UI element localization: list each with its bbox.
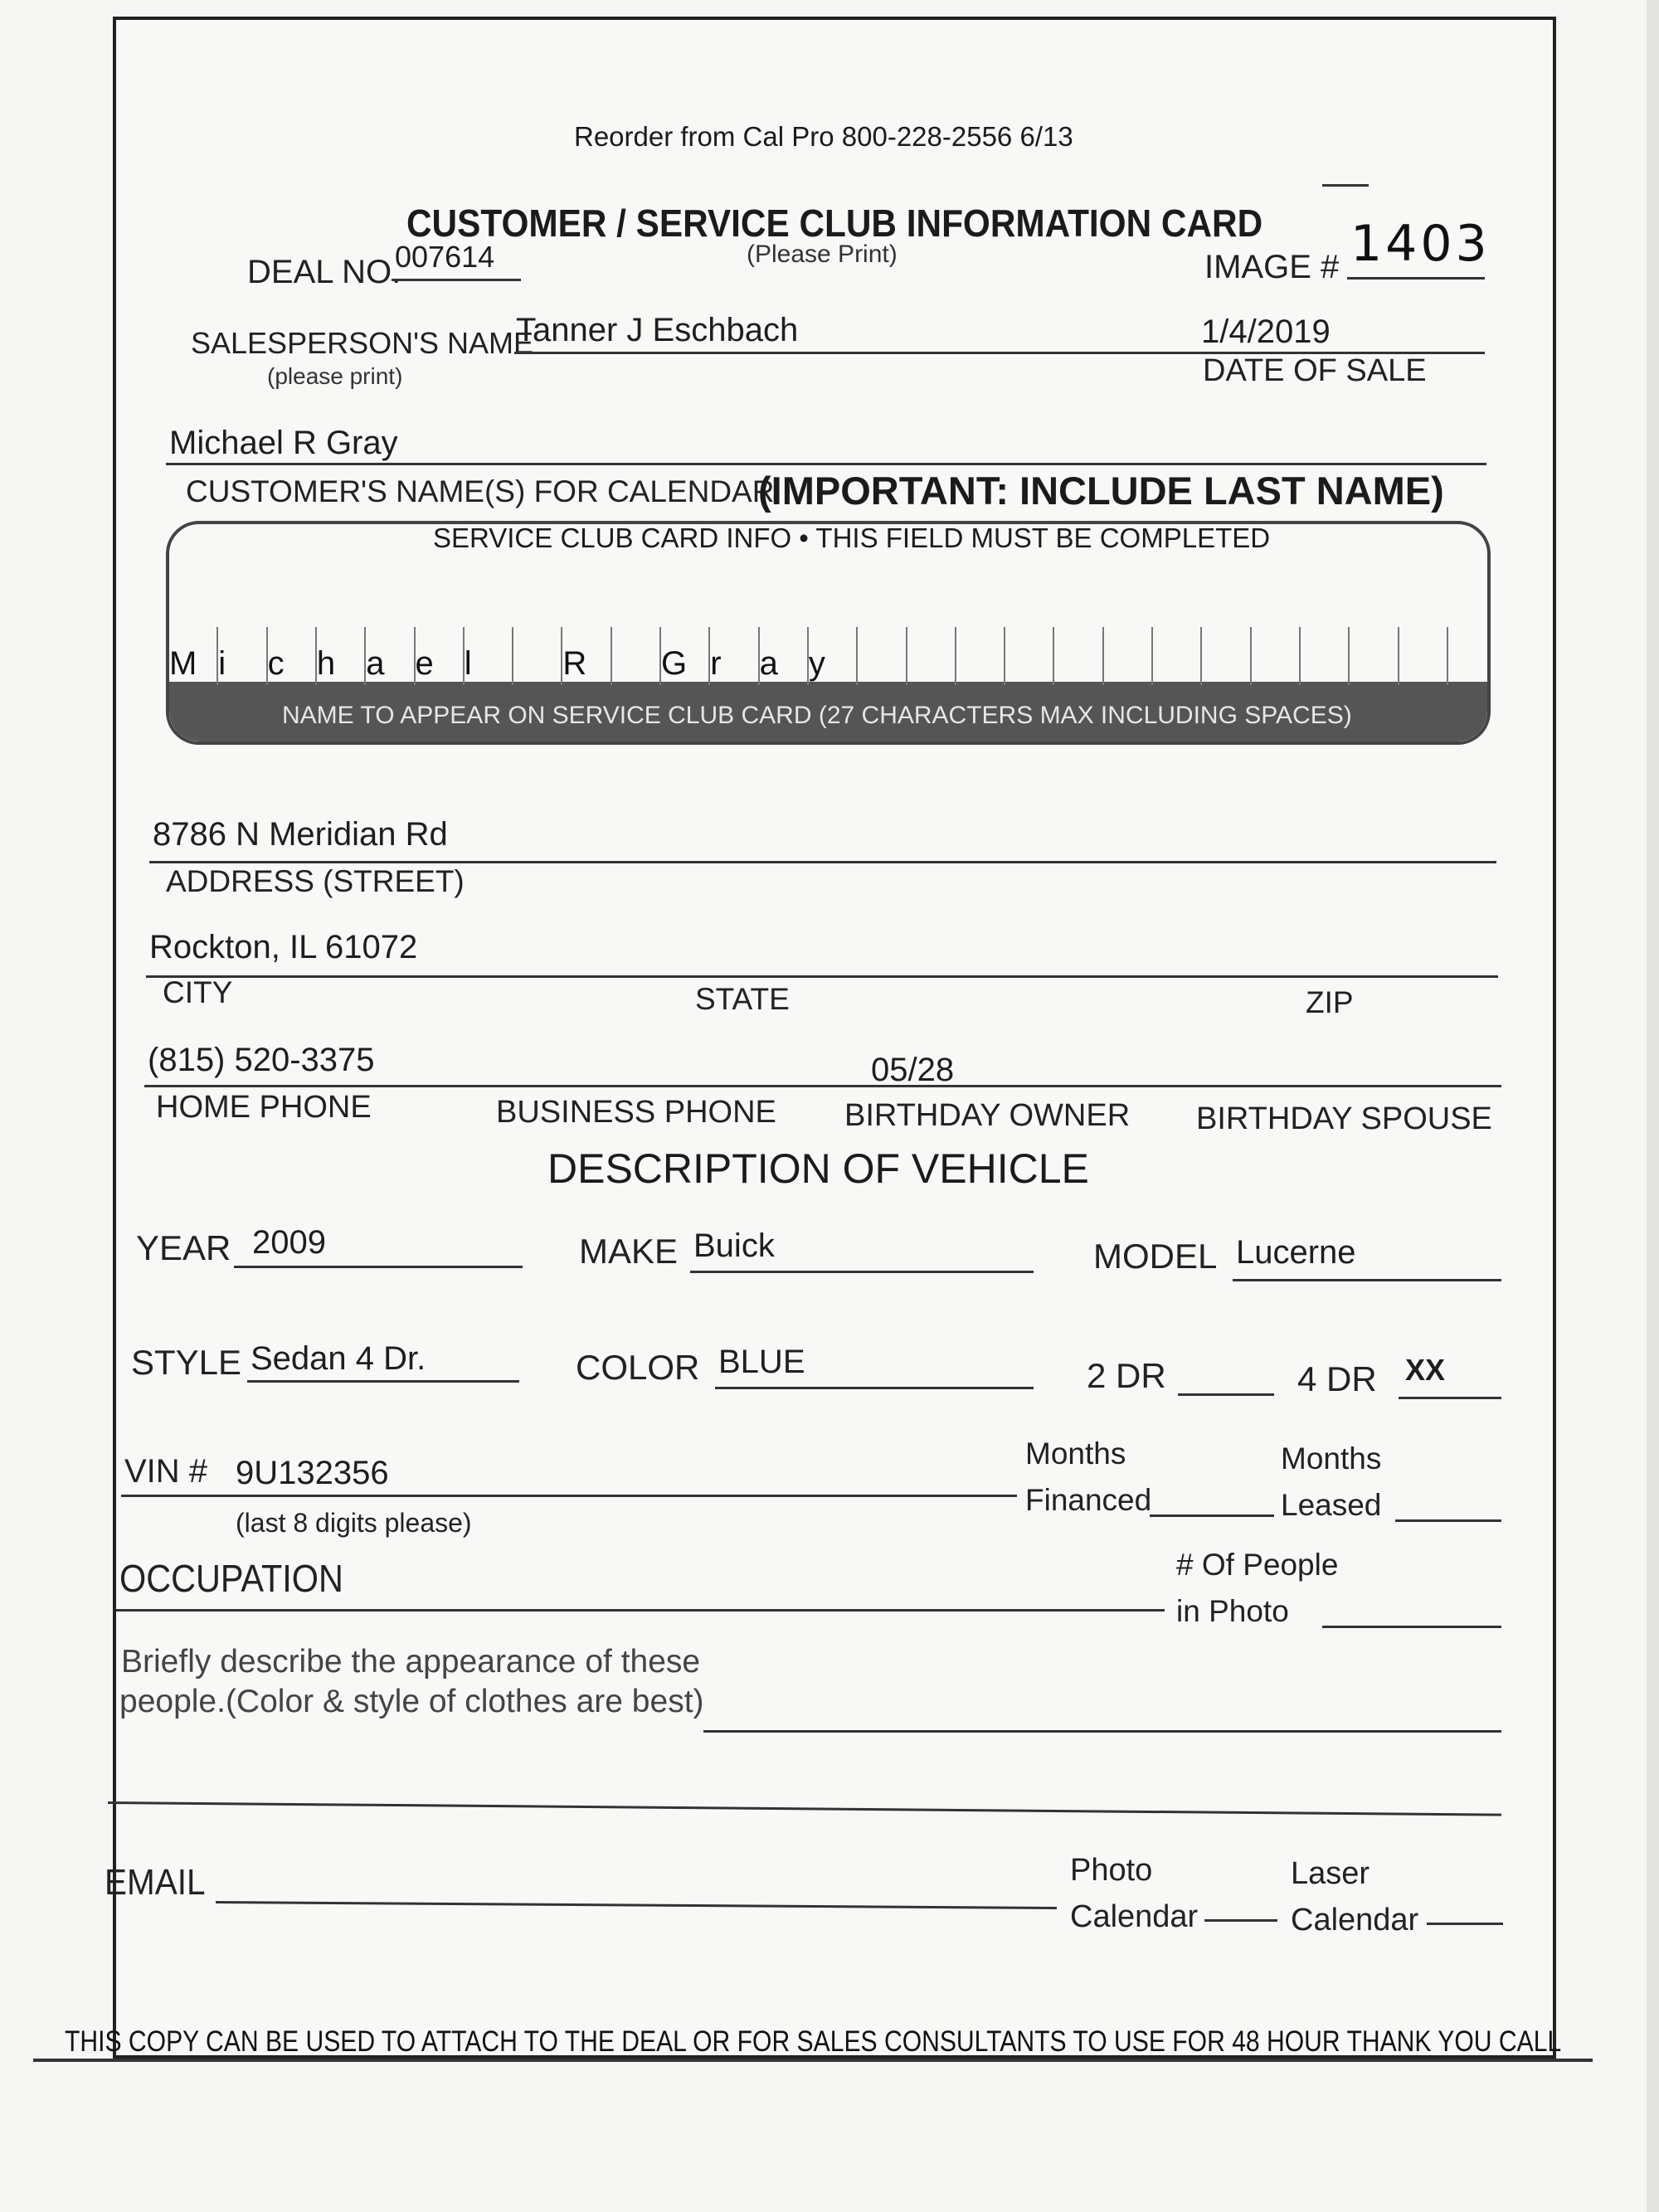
- service-club-character: G: [661, 645, 688, 682]
- model-label: MODEL: [1093, 1237, 1218, 1276]
- birthday-spouse-label: BIRTHDAY SPOUSE: [1196, 1101, 1492, 1136]
- character-slot-divider: [955, 627, 956, 685]
- color-label: COLOR: [576, 1348, 700, 1387]
- address-label: ADDRESS (STREET): [166, 864, 465, 898]
- color-line: [715, 1387, 1034, 1389]
- four-dr-line: [1399, 1397, 1501, 1399]
- character-slot-divider: [1447, 627, 1448, 685]
- service-club-header: SERVICE CLUB CARD INFO • THIS FIELD MUST BE COMPLETED: [433, 523, 1271, 553]
- laser-calendar-line: [1427, 1923, 1503, 1925]
- character-slot-divider: [611, 627, 612, 685]
- business-phone-label: BUSINESS PHONE: [496, 1095, 776, 1130]
- salesperson-sublabel: (please print): [267, 363, 403, 389]
- service-club-character: R: [562, 645, 587, 682]
- service-club-character: e: [415, 645, 434, 682]
- footer-rule: [33, 2059, 1593, 2062]
- date-of-sale-label: DATE OF SALE: [1203, 353, 1427, 388]
- make-line: [690, 1271, 1034, 1273]
- customer-name-value: Michael R Gray: [169, 425, 398, 461]
- deal-no-line: [392, 279, 521, 281]
- service-club-character: i: [218, 645, 226, 682]
- phone-line: [144, 1085, 1501, 1087]
- model-value: Lucerne: [1236, 1234, 1356, 1271]
- character-slot-divider: [1102, 627, 1104, 685]
- footer-note: THIS COPY CAN BE USED TO ATTACH TO THE DEAL OR FOR SALES CONSULTANTS TO USE FOR 48 HOUR THANK YOU CALL: [65, 2025, 1562, 2058]
- months-leased-line2: Leased: [1281, 1488, 1382, 1522]
- character-slot-divider: [1348, 627, 1350, 685]
- character-slot-divider: [512, 627, 513, 685]
- character-slot-divider: [1053, 627, 1054, 685]
- occupation-label: OCCUPATION: [119, 1557, 343, 1600]
- address-line: [149, 861, 1496, 863]
- important-note: (IMPORTANT: INCLUDE LAST NAME): [758, 469, 1444, 513]
- customer-name-label: CUSTOMER'S NAME(S) FOR CALENDAR: [186, 474, 775, 508]
- state-label: STATE: [695, 982, 790, 1016]
- vin-note: (last 8 digits please): [236, 1508, 472, 1538]
- months-financed-line2: Financed: [1025, 1483, 1152, 1517]
- birthday-owner-label: BIRTHDAY OWNER: [844, 1098, 1131, 1133]
- home-phone-value: (815) 520-3375: [148, 1042, 375, 1078]
- people-in-photo-line: [1322, 1626, 1501, 1628]
- two-dr-line: [1178, 1393, 1274, 1396]
- describe-line1: Briefly describe the appearance of these: [121, 1644, 701, 1680]
- city-label: CITY: [163, 975, 233, 1009]
- short-rule: [1322, 184, 1369, 187]
- occupation-line: [116, 1609, 1165, 1612]
- information-card: [113, 17, 1556, 2059]
- service-club-character: M: [169, 645, 197, 682]
- date-of-sale-value: 1/4/2019: [1201, 314, 1331, 350]
- vin-label: VIN #: [124, 1453, 208, 1490]
- city-value: Rockton, IL 61072: [149, 929, 418, 965]
- color-value: BLUE: [718, 1344, 805, 1380]
- describe-line: [703, 1730, 1501, 1733]
- character-slot-divider: [856, 627, 858, 685]
- customer-name-line: [166, 463, 1486, 465]
- describe-line2: people.(Color & style of clothes are best): [119, 1684, 704, 1719]
- character-slot-divider: [1299, 627, 1301, 685]
- service-club-character: a: [759, 645, 778, 682]
- address-value: 8786 N Meridian Rd: [153, 816, 448, 853]
- character-slot-divider: [1200, 627, 1202, 685]
- service-club-character: h: [316, 645, 336, 682]
- email-label: EMAIL: [105, 1862, 206, 1903]
- vin-value: 9U132356: [236, 1455, 389, 1491]
- please-print-note: (Please Print): [747, 241, 898, 268]
- make-value: Buick: [693, 1228, 775, 1264]
- deal-no-label: DEAL NO.: [247, 254, 401, 290]
- city-line: [146, 975, 1498, 978]
- months-financed-line: [1150, 1514, 1274, 1517]
- character-slot-divider: [906, 627, 907, 685]
- year-line: [234, 1266, 523, 1268]
- vin-line: [121, 1495, 1017, 1497]
- birthday-owner-value: 05/28: [871, 1052, 955, 1088]
- year-value: 2009: [252, 1224, 326, 1261]
- photo-calendar-line1: Photo: [1070, 1853, 1153, 1888]
- style-line: [247, 1380, 519, 1383]
- style-label: STYLE: [131, 1343, 242, 1382]
- months-leased-line: [1395, 1519, 1501, 1522]
- people-in-photo-line2: in Photo: [1176, 1594, 1289, 1628]
- service-club-character: c: [267, 645, 285, 682]
- model-line: [1233, 1279, 1501, 1281]
- home-phone-label: HOME PHONE: [156, 1090, 372, 1125]
- vehicle-heading: DESCRIPTION OF VEHICLE: [547, 1145, 1089, 1192]
- image-no-handwritten: 1403: [1350, 215, 1491, 273]
- character-slot-divider: [1398, 627, 1399, 685]
- months-financed-line1: Months: [1025, 1437, 1126, 1471]
- salesperson-value: Tanner J Eschbach: [516, 312, 799, 348]
- make-label: MAKE: [579, 1232, 679, 1271]
- form-title: CUSTOMER / SERVICE CLUB INFORMATION CARD: [406, 202, 1263, 245]
- service-club-character: r: [710, 645, 722, 682]
- months-leased-line1: Months: [1281, 1441, 1382, 1475]
- two-dr-label: 2 DR: [1087, 1356, 1166, 1395]
- zip-label: ZIP: [1306, 985, 1354, 1019]
- style-value: Sedan 4 Dr.: [251, 1340, 426, 1377]
- deal-no-value: 007614: [395, 240, 495, 274]
- character-slot-divider: [1250, 627, 1252, 685]
- salesperson-label: SALESPERSON'S NAME: [191, 326, 533, 360]
- four-dr-label: 4 DR: [1297, 1359, 1377, 1398]
- service-club-footer: NAME TO APPEAR ON SERVICE CLUB CARD (27 CHARACTERS MAX INCLUDING SPACES): [282, 702, 1352, 729]
- laser-calendar-line2: Calendar: [1291, 1903, 1419, 1937]
- image-no-line: [1347, 277, 1485, 280]
- people-in-photo-line1: # Of People: [1176, 1548, 1339, 1582]
- photo-calendar-line: [1204, 1919, 1277, 1922]
- image-no-label: IMAGE #: [1204, 249, 1340, 285]
- laser-calendar-line1: Laser: [1291, 1856, 1370, 1891]
- character-slot-divider: [1151, 627, 1153, 685]
- four-dr-value: XX: [1405, 1353, 1446, 1387]
- photo-calendar-line2: Calendar: [1070, 1899, 1199, 1934]
- reorder-note: Reorder from Cal Pro 800-228-2556 6/13: [574, 121, 1073, 152]
- service-club-character: l: [464, 645, 472, 682]
- service-club-character: a: [366, 645, 385, 682]
- year-label: YEAR: [136, 1228, 231, 1267]
- service-club-character: y: [808, 645, 825, 682]
- character-slot-divider: [1004, 627, 1005, 685]
